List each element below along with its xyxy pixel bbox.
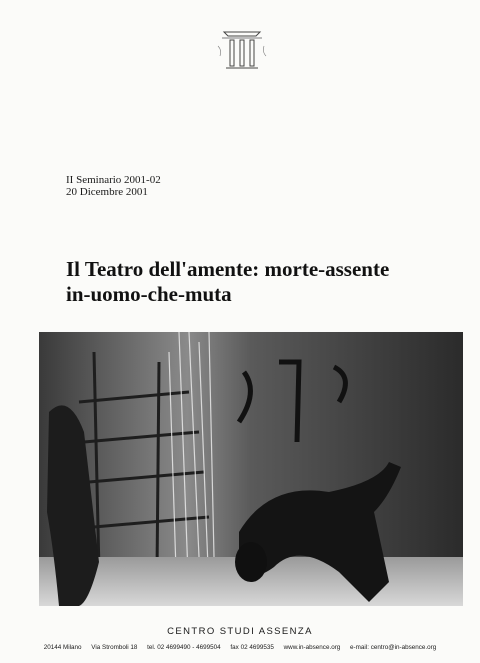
title-line-2: in-uomo-che-muta — [66, 282, 232, 306]
seminar-info — [66, 174, 161, 198]
street-address: Via Stromboli 18 — [91, 644, 138, 651]
document-title — [66, 257, 456, 307]
phone-numbers: tel. 02 4699490 - 4699504 — [147, 644, 221, 651]
title-line-1: Il Teatro dell'amente: morte-assente — [66, 257, 390, 281]
seminar-label: II Seminario 2001-02 — [66, 174, 161, 186]
email-link[interactable]: e-mail: centro@in-absence.org — [350, 644, 437, 651]
fax-number: fax 02 4699535 — [230, 644, 274, 651]
website-link[interactable]: www.in-absence.org — [283, 644, 341, 651]
seminar-date: 20 Dicembre 2001 — [66, 186, 148, 198]
organization-name: CENTRO STUDI ASSENZA — [167, 626, 313, 637]
postal-address: 20144 Milano — [43, 644, 82, 651]
contact-line — [0, 644, 480, 651]
theatre-columns-logo — [214, 26, 270, 74]
stage-performance-photo — [39, 332, 463, 606]
